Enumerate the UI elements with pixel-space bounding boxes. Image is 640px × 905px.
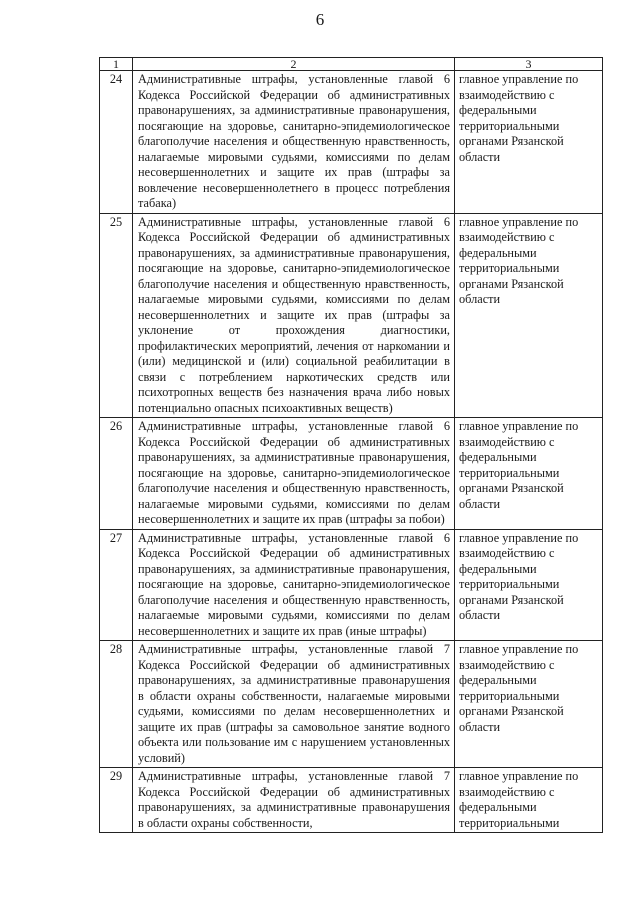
column-header: 1 [100,58,133,71]
administrator: главное управление по взаимодействию с федеральными территориальными органами Рязанской области [455,71,603,214]
fine-description: Административные штрафы, установленные главой 6 Кодекса Российской Федерации об административных правонарушениях, за административные правонарушения, посягающие на здоровье, санитарно-эпидемиологическое благополучие населения и общественную нравственность, налагаемые мировыми судьями, комиссиями по делам несовершеннолетних и защите их прав (штрафы за уклонение от прохождения диагностики, профилактических мероприятий, лечения от наркомании и (или) медицинской и (или) социальной реабилитации в связи с потреблением наркотических средств или психотропных веществ без назначения врача либо новых потенциально опасных психоактивных веществ) [133,213,455,418]
table-row [100,71,603,214]
fines-table [99,57,603,833]
table-row [100,768,603,833]
column-header: 2 [133,58,455,71]
fine-description: Административные штрафы, установленные главой 6 Кодекса Российской Федерации об административных правонарушениях, за административные правонарушения, посягающие на здоровье, санитарно-эпидемиологическое благополучие населения и общественную нравственность, налагаемые мировыми судьями, комиссиями по делам несовершеннолетних и защите их прав (штрафы за побои) [133,418,455,530]
administrator: главное управление по взаимодействию с федеральными территориальными органами Рязанской области [455,213,603,418]
row-number: 24 [100,71,133,214]
row-number: 29 [100,768,133,833]
fine-description: Административные штрафы, установленные главой 6 Кодекса Российской Федерации об административных правонарушениях, за административные правонарушения, посягающие на здоровье, санитарно-эпидемиологическое благополучие населения и общественную нравственность, налагаемые мировыми судьями, комиссиями по делам несовершеннолетних и защите их прав (иные штрафы) [133,529,455,641]
page-number: 6 [315,10,325,29]
row-number: 27 [100,529,133,641]
fine-description: Административные штрафы, установленные главой 7 Кодекса Российской Федерации об административных правонарушениях, за административные правонарушения в области охраны собственности, налагаемые мировыми судьями, комиссиями по делам несовершеннолетних и защите их прав (штрафы за самовольное занятие водного объекта или пользование им с нарушением установленных условий) [133,641,455,768]
row-number: 26 [100,418,133,530]
administrator: главное управление по взаимодействию с федеральными территориальными органами Рязанской области [455,529,603,641]
table-header-row [100,58,603,71]
table-row [100,213,603,418]
column-header: 3 [455,58,603,71]
row-number: 25 [100,213,133,418]
table-row [100,418,603,530]
row-number: 28 [100,641,133,768]
fine-description: Административные штрафы, установленные главой 6 Кодекса Российской Федерации об административных правонарушениях, за административные правонарушения, посягающие на здоровье, санитарно-эпидемиологическое благополучие населения и общественную нравственность, налагаемые мировыми судьями, комиссиями по делам несовершеннолетних и защите их прав (штрафы за вовлечение несовершеннолетнего в процесс потребления табака) [133,71,455,214]
administrator: главное управление по взаимодействию с федеральными территориальными органами Рязанской области [455,418,603,530]
administrator: главное управление по взаимодействию с федеральными территориальными органами Рязанской области [455,641,603,768]
administrator: главное управление по взаимодействию с федеральными территориальными [455,768,603,833]
fine-description: Административные штрафы, установленные главой 7 Кодекса Российской Федерации об административных правонарушениях, за административные правонарушения в области охраны собственности, [133,768,455,833]
table-row [100,641,603,768]
table-row [100,529,603,641]
